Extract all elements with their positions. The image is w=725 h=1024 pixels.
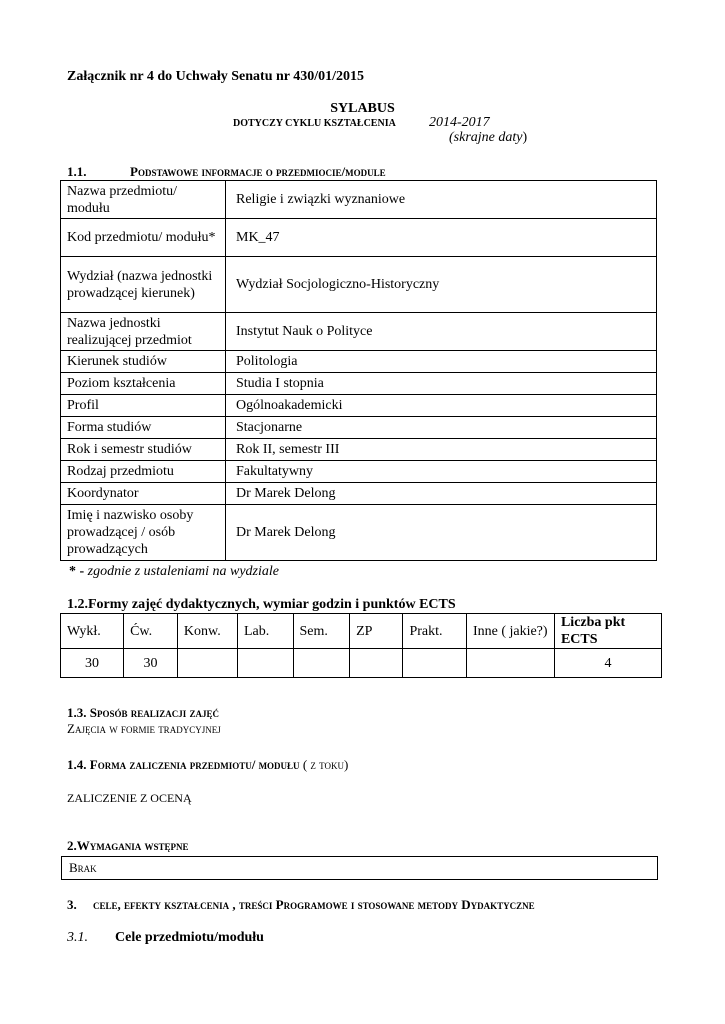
info-value: Dr Marek Delong — [226, 505, 657, 561]
section-1-3-value: Zajęcia w formie tradycyjnej — [67, 721, 221, 736]
hours-header-row — [61, 614, 662, 649]
info-row — [61, 439, 657, 461]
hours-value-cell — [350, 649, 403, 678]
cycle-label: DOTYCZY CYKLU KSZTAŁCENIA — [233, 118, 396, 129]
info-value: Fakultatywny — [226, 461, 657, 483]
hours-value-cell — [466, 649, 554, 678]
document-title: SYLABUS — [330, 101, 395, 116]
info-label: Kierunek studiów — [61, 351, 226, 373]
info-row — [61, 313, 657, 351]
hours-value-cell — [237, 649, 293, 678]
info-value: Stacjonarne — [226, 417, 657, 439]
info-value: Instytut Nauk o Polityce — [226, 313, 657, 351]
info-row — [61, 461, 657, 483]
section-1-3-number: 1.3. — [67, 705, 87, 720]
section-3-number: 3. — [67, 897, 77, 912]
hours-header-cell: Liczba pkt ECTS — [554, 614, 661, 649]
info-value: Religie i związki wyznaniowe — [226, 181, 657, 219]
hours-header-cell: Wykł. — [61, 614, 124, 649]
info-label: Poziom kształcenia — [61, 373, 226, 395]
info-value: Ogólnoakademicki — [226, 395, 657, 417]
hours-header-cell: Inne ( jakie?) — [466, 614, 554, 649]
info-row — [61, 395, 657, 417]
requirements-value: Brak — [69, 860, 97, 875]
info-value: Studia I stopnia — [226, 373, 657, 395]
hours-values-row — [61, 649, 662, 678]
section-3-1-heading — [67, 930, 264, 946]
section-3-1-title: Cele przedmiotu/modułu — [115, 930, 264, 945]
section-1-4-title: Forma zaliczenia przedmiotu/ modułu — [89, 757, 300, 772]
section-1-4-heading — [67, 757, 348, 773]
hours-header-cell: Ćw. — [124, 614, 178, 649]
info-row — [61, 483, 657, 505]
dates-note-text: (skrajne daty — [449, 130, 523, 145]
hours-table — [60, 613, 662, 678]
info-label: Wydział (nazwa jednostki prowadzącej kierunek) — [61, 257, 226, 313]
info-row — [61, 351, 657, 373]
section-3-heading — [67, 897, 535, 913]
hours-value-cell — [177, 649, 237, 678]
info-row — [61, 373, 657, 395]
hours-header-cell: Sem. — [293, 614, 350, 649]
info-row — [61, 505, 657, 561]
section-1-1-heading — [67, 164, 386, 180]
cycle-years: 2014-2017 — [429, 115, 490, 130]
section-1-3-heading — [67, 705, 219, 721]
info-label: Nazwa jednostki realizującej przedmiot — [61, 313, 226, 351]
section-3-1-number: 3.1. — [67, 930, 88, 945]
hours-header-cell: Lab. — [237, 614, 293, 649]
section-1-4-suffix: ( z toku) — [302, 757, 349, 772]
info-value: MK_47 — [226, 219, 657, 257]
section-1-3-title: Sposób realizacji zajęć — [89, 705, 220, 720]
requirements-box — [61, 856, 658, 880]
info-label: Nazwa przedmiotu/ modułu — [61, 181, 226, 219]
info-label: Koordynator — [61, 483, 226, 505]
info-row — [61, 417, 657, 439]
section-1-1-title: Podstawowe informacje o przedmiocie/module — [130, 164, 386, 179]
info-row — [61, 219, 657, 257]
footnote-star: * - — [69, 564, 85, 579]
basic-info-table — [60, 180, 657, 561]
info-label: Profil — [61, 395, 226, 417]
footnote — [69, 564, 279, 580]
hours-header-cell: Konw. — [177, 614, 237, 649]
info-label: Kod przedmiotu/ modułu* — [61, 219, 226, 257]
info-row — [61, 181, 657, 219]
dates-note — [449, 130, 527, 146]
section-1-1-number: 1.1. — [67, 164, 87, 179]
hours-header-cell: Prakt. — [403, 614, 467, 649]
section-1-4-number: 1.4. — [67, 757, 87, 772]
section-1-2-heading: 1.2.Formy zajęć dydaktycznych, wymiar godzin i punktów ECTS — [67, 597, 456, 612]
section-1-4-value: ZALICZENIE Z OCENĄ — [67, 791, 192, 805]
annex-heading: Załącznik nr 4 do Uchwały Senatu nr 430/01/2015 — [67, 69, 365, 84]
info-row — [61, 257, 657, 313]
hours-value-cell — [293, 649, 350, 678]
footnote-text: zgodnie z ustaleniami na wydziale — [87, 564, 279, 579]
hours-value-cell: 4 — [554, 649, 661, 678]
info-label: Rodzaj przedmiotu — [61, 461, 226, 483]
info-value: Rok II, semestr III — [226, 439, 657, 461]
hours-value-cell: 30 — [61, 649, 124, 678]
hours-value-cell — [403, 649, 467, 678]
info-value: Dr Marek Delong — [226, 483, 657, 505]
info-label: Forma studiów — [61, 417, 226, 439]
section-3-title: cele, efekty kształcenia , treści Programowe i stosowane metody Dydaktyczne — [93, 897, 535, 912]
info-value: Wydział Socjologiczno-Historyczny — [226, 257, 657, 313]
info-label: Imię i nazwisko osoby prowadzącej / osób prowadzących — [61, 505, 226, 561]
info-label: Rok i semestr studiów — [61, 439, 226, 461]
section-2-heading: 2.Wymagania wstępne — [67, 838, 189, 853]
info-value: Politologia — [226, 351, 657, 373]
hours-value-cell: 30 — [124, 649, 178, 678]
hours-header-cell: ZP — [350, 614, 403, 649]
dates-note-paren: ) — [522, 130, 528, 145]
